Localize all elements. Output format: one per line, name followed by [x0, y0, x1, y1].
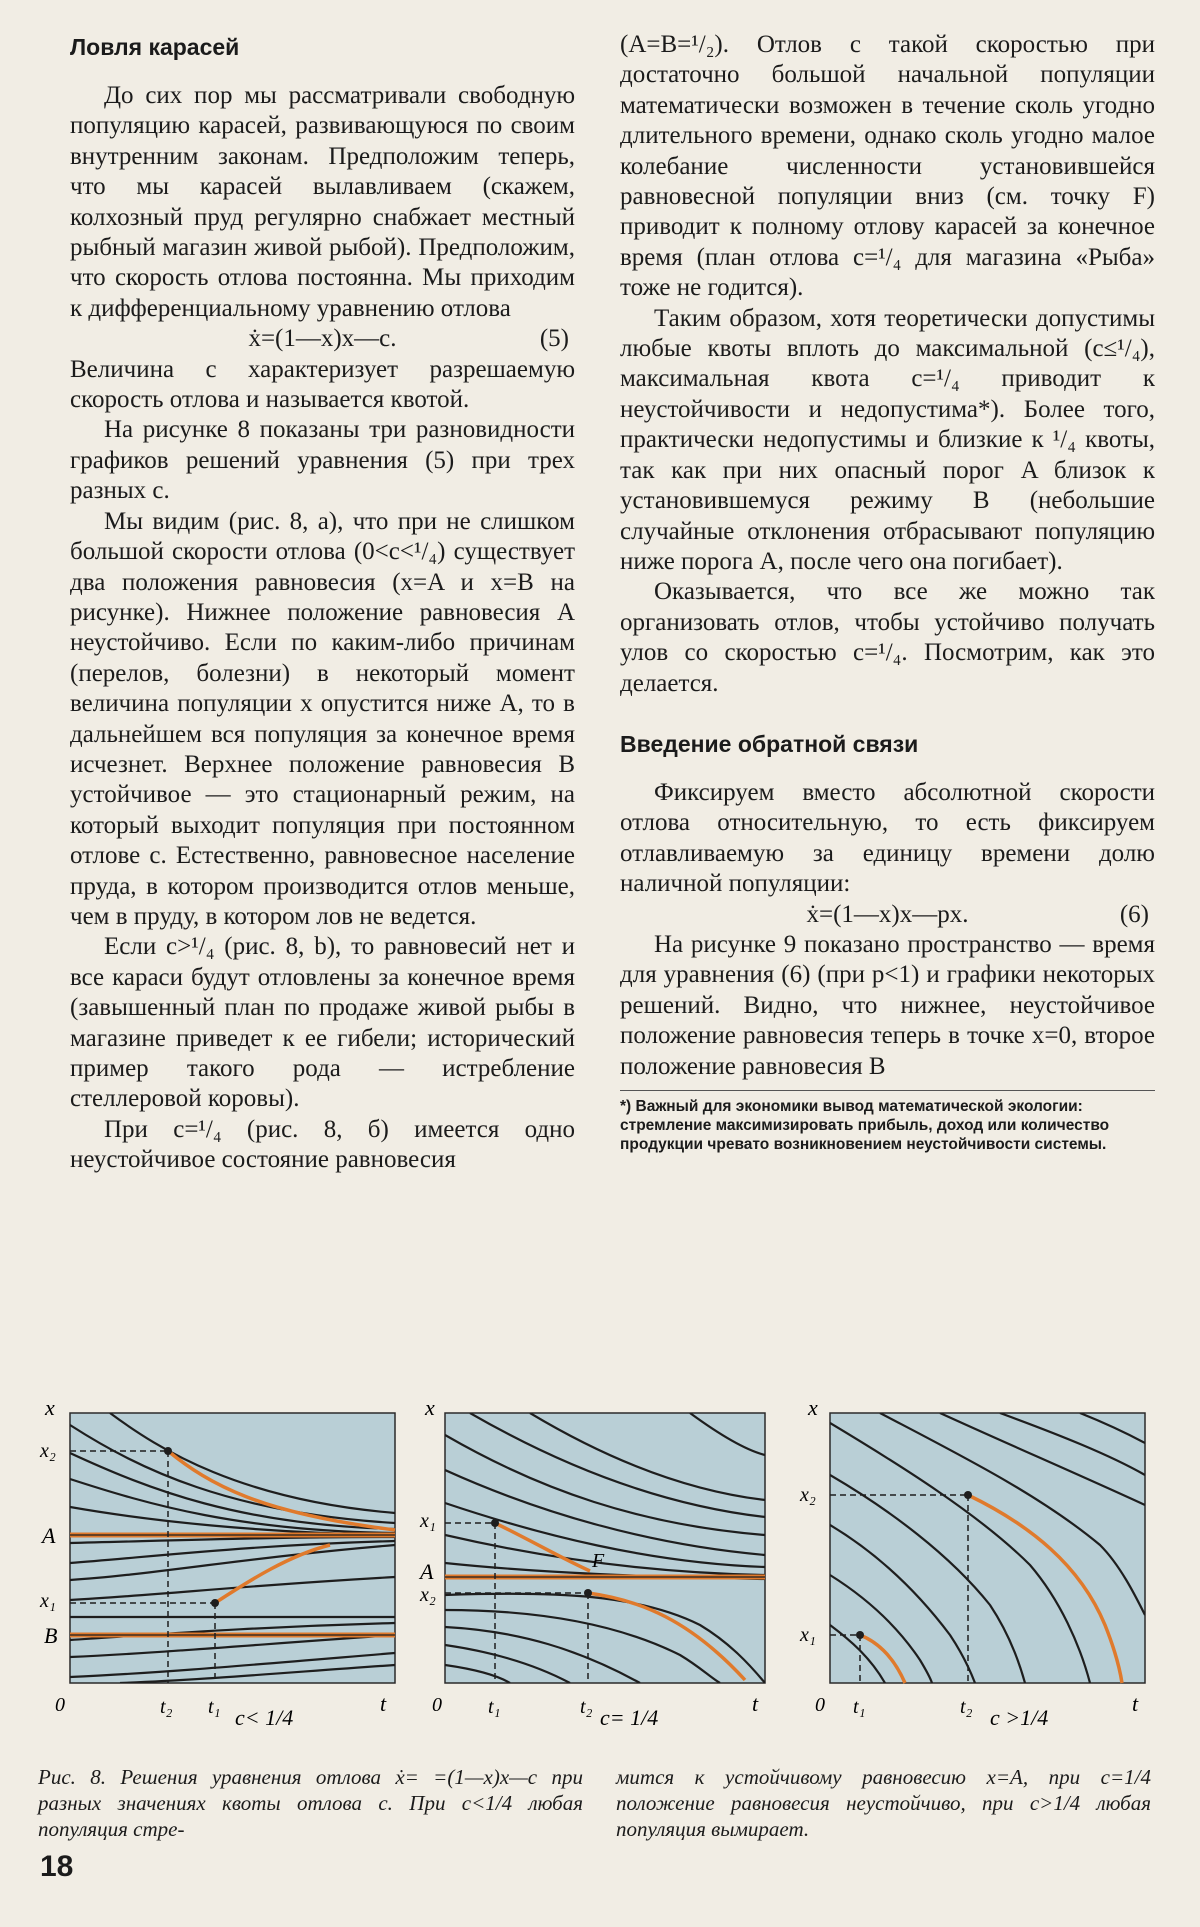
panel-c-area [830, 1413, 1145, 1683]
label-x2: x₂ [40, 1440, 56, 1462]
axis-label-x: x [425, 1395, 435, 1420]
equation-6-number: (6) [1119, 900, 1149, 928]
tick-t2: t₂ [580, 1696, 593, 1718]
equation-5-number: (5) [539, 325, 569, 353]
origin-label: 0 [815, 1694, 825, 1716]
tick-t1: t₁ [208, 1696, 221, 1718]
equation-5 [70, 324, 575, 354]
equation-5-formula: ẋ=(1—x)x—c. [248, 325, 397, 353]
paragraph: До сих пор мы рассматривали свободную популяцию карасей, развивающуюся по своим внутренним законам. Предположим теперь, что мы карасей вылавливаем (скажем, колхозный пруд регулярно снабжает местный рыбный магазин живой рыбой). Предположим, что скорость отлова постоянна. Мы приходим к дифференциальному уравнению отлова [70, 82, 575, 322]
paragraph: Фиксируем вместо абсолютной скорости отлова относительную, то есть фиксируем отлавливаемую за единицу времени долю наличной популяции: [620, 778, 1155, 898]
paragraph: При c=¹/₄ (рис. 8, б) имеется одно неустойчивое состояние равновесия [70, 1115, 575, 1174]
paragraph: Оказывается, что все же можно так организовать отлов, чтобы устойчиво получать улов со скоростью c=¹/₄. Посмотрим, как это делается. [620, 578, 1155, 697]
figure-panel-a [39, 1395, 395, 1730]
figure-caption-right: мится к устойчивому равновесию x=A, при c=1/4 положение равновесия неустойчиво, при c>1/4 любая популяция вымирает. [616, 1765, 1151, 1841]
paragraph: (A=B=¹/₂). Отлов с такой скоростью при достаточно большой начальной популяции математически возможен в течение сколь угодно длительного времени, однако сколь угодно малое колебание численности установившейся равновесной популяции вниз (см. точку F) приводит к полному отлову карасей за конечное время (план отлова c=¹/₄ для магазина «Рыба» тоже не годится). [620, 31, 1155, 302]
condition-label: c= 1/4 [600, 1705, 659, 1730]
axis-label-t: t [1132, 1691, 1139, 1716]
page-number: 18 [40, 1850, 74, 1883]
paragraph: Мы видим (рис. 8, a), что при не слишком большой скорости отлова (0<c<¹/₄) существует два положения равновесия (x=A и x=B на рисунке). Нижнее положение равновесия A неустойчиво. Если по каким-либо причинам (перелов, болезни) в некоторый момент величина популяции x опустится ниже A, то в дальнейшем вся популяция за конечное время исчезнет. Верхнее положение равновесия B устойчивое — это стационарный режим, на который выходит популяция при постоянном отлове c. Естественно, равновесное население пруда, в котором производится отлов меньше, чем в пруду, в котором лов не ведется. [70, 507, 575, 930]
label-x2: x₂ [420, 1584, 436, 1606]
figure-caption-left: Рис. 8. Решения уравнения отлова ẋ= =(1—x)x—c при разных значениях квоты отлова c. При c<1/4 любая популяция стре- [38, 1765, 583, 1841]
origin-label: 0 [432, 1694, 442, 1716]
equation-6-formula: ẋ=(1—x)x—px. [806, 900, 969, 928]
figure-panel-b [418, 1395, 765, 1730]
label-x1: x₁ [800, 1624, 816, 1646]
label-A: A [42, 1523, 56, 1548]
label-x1: x₁ [40, 1590, 56, 1612]
axis-label-t: t [752, 1691, 759, 1716]
point-F: F [592, 1550, 605, 1572]
section-heading-fishing: Ловля карасей [70, 34, 240, 60]
axis-label-t: t [380, 1691, 387, 1716]
origin-label: 0 [55, 1694, 65, 1716]
right-column [620, 30, 1155, 1154]
paragraph: На рисунке 8 показаны три разновидности графиков решений уравнения (5) при трех разных c. [70, 416, 575, 505]
condition-label: c >1/4 [990, 1705, 1049, 1730]
paragraph: Если c>¹/₄ (рис. 8, b), то равновесий нет и все караси будут отловлены за конечное время (завышенный план по продаже живой рыбы в магазине приведет к ее гибели; исторический пример такого рода — истребление стеллеровой коровы). [70, 933, 575, 1113]
figure-8 [0, 1395, 1200, 1760]
label-B: B [44, 1623, 58, 1648]
figure-panel-c [799, 1395, 1145, 1730]
label-A: A [420, 1559, 434, 1584]
axis-label-x: x [45, 1395, 55, 1420]
paragraph: Величина c характеризует разрешаемую скорость отлова и называется квотой. [70, 355, 575, 414]
section-heading-feedback: Введение обратной связи [620, 730, 919, 757]
tick-t2: t₂ [160, 1696, 173, 1718]
axis-label-x: x [808, 1395, 818, 1420]
label-x1: x₁ [420, 1510, 436, 1532]
equation-6 [620, 900, 1155, 930]
footnote: *) Важный для экономики вывод математической экологии: стремление максимизировать прибыль, доход или количество продукции чревато возникновением неустойчивости системы. [620, 1090, 1155, 1154]
condition-label: c< 1/4 [235, 1705, 294, 1730]
tick-t1: t₁ [488, 1696, 501, 1718]
paragraph: На рисунке 9 показано пространство — время для уравнения (6) (при p<1) и графики некоторых решений. Видно, что нижнее, неустойчивое положение равновесия теперь в точке x=0, второе положение равновесия B [620, 930, 1155, 1080]
tick-t1: t₁ [853, 1696, 866, 1718]
tick-t2: t₂ [960, 1696, 973, 1718]
paragraph: Таким образом, хотя теоретически допустимы любые квоты вплоть до максимальной (c≤¹/₄), максимальная квота c=¹/₄ приводит к неустойчивости и недопустима*). Более того, практически недопустимы и близкие к ¹/₄ квоты, так как при них опасный порог A близок к установившемуся режиму B (небольшие случайные отклонения отбрасывают популяцию ниже порога A, после чего она погибает). [620, 304, 1155, 575]
label-x2: x₂ [800, 1484, 816, 1506]
left-column [70, 30, 575, 1176]
